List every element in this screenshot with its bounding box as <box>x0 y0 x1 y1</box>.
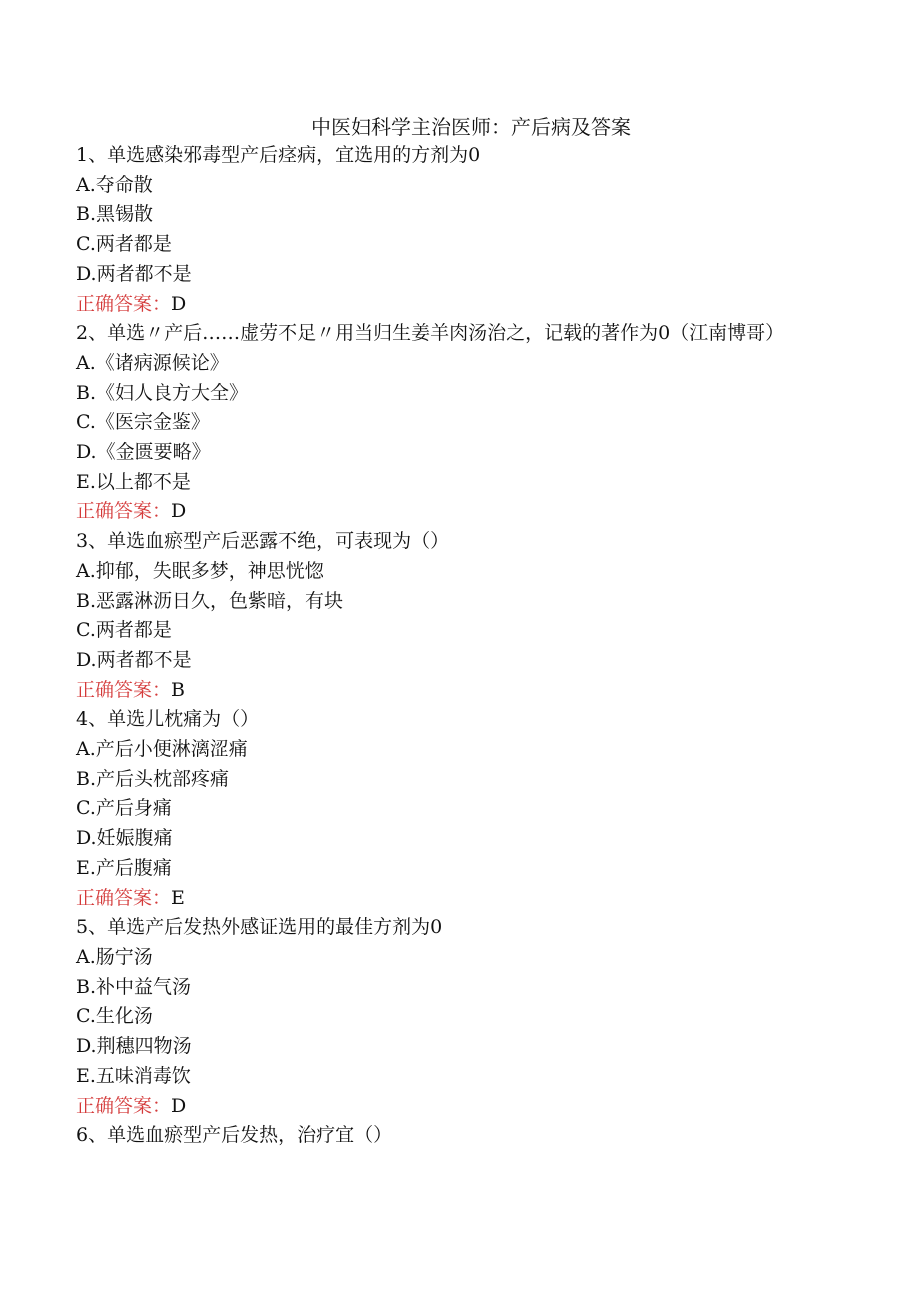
option: D.两者都不是 <box>76 648 192 671</box>
option: A.夺命散 <box>76 173 153 196</box>
question-block <box>76 1121 846 1151</box>
answer-label: 正确答案： <box>76 1094 172 1117</box>
answer-line <box>76 676 846 706</box>
option: B.恶露淋沥日久，色紫暗，有块 <box>76 589 344 612</box>
option: C.两者都是 <box>76 619 172 642</box>
answer-value: D <box>171 1094 187 1117</box>
question-block <box>76 319 846 527</box>
question-block <box>76 527 846 705</box>
question-block <box>76 141 846 319</box>
question-stem: 6、单选血瘀型产后发热，治疗宜（） <box>76 1124 393 1147</box>
option: D.两者都不是 <box>76 262 192 285</box>
answer-value: E <box>171 886 185 909</box>
option: C.两者都是 <box>76 233 172 256</box>
question-block <box>76 705 846 913</box>
option: C.《医宗金鉴》 <box>76 411 210 434</box>
answer-line <box>76 290 846 320</box>
answer-label: 正确答案： <box>76 292 172 315</box>
option: C.生化汤 <box>76 1005 153 1028</box>
option: E.产后腹痛 <box>76 856 172 879</box>
answer-line <box>76 1092 846 1122</box>
option: D.荆穗四物汤 <box>76 1035 192 1058</box>
option: D.妊娠腹痛 <box>76 827 173 850</box>
option: B.产后头枕部疼痛 <box>76 767 230 790</box>
answer-label: 正确答案： <box>76 500 172 523</box>
document-title: 中医妇科学主治医师：产后病及答案 <box>311 115 631 139</box>
document-page <box>76 113 846 1151</box>
option: B.补中益气汤 <box>76 975 192 998</box>
answer-line <box>76 884 846 914</box>
option: D.《金匮要略》 <box>76 441 211 464</box>
option: C.产后身痛 <box>76 797 172 820</box>
option: E.以上都不是 <box>76 470 191 493</box>
option: A.产后小便淋漓涩痛 <box>76 738 248 761</box>
question-stem: 5、单选产后发热外感证选用的最佳方剂为0 <box>76 916 443 939</box>
option: A.抑郁，失眠多梦，神思恍惚 <box>76 559 324 582</box>
option: B.黑锡散 <box>76 203 154 226</box>
question-block <box>76 913 846 1121</box>
question-stem: 3、单选血瘀型产后恶露不绝，可表现为（） <box>76 530 450 553</box>
answer-label: 正确答案： <box>76 886 172 909</box>
option: A.《诸病源候论》 <box>76 351 229 374</box>
option: A.肠宁汤 <box>76 945 153 968</box>
option: E.五味消毒饮 <box>76 1064 191 1087</box>
answer-value: D <box>171 500 187 523</box>
option: B.《妇人良方大全》 <box>76 381 249 404</box>
question-stem: 4、单选儿枕痛为（） <box>76 708 260 731</box>
answer-label: 正确答案： <box>76 678 172 701</box>
answer-line <box>76 497 846 527</box>
answer-value: B <box>171 678 185 701</box>
question-stem: 2、单选〃产后……虚劳不足〃用当归生姜羊肉汤治之，记载的著作为0（江南博哥） <box>76 322 785 345</box>
answer-value: D <box>171 292 187 315</box>
question-stem: 1、单选感染邪毒型产后痉病，宜选用的方剂为0 <box>76 144 481 166</box>
